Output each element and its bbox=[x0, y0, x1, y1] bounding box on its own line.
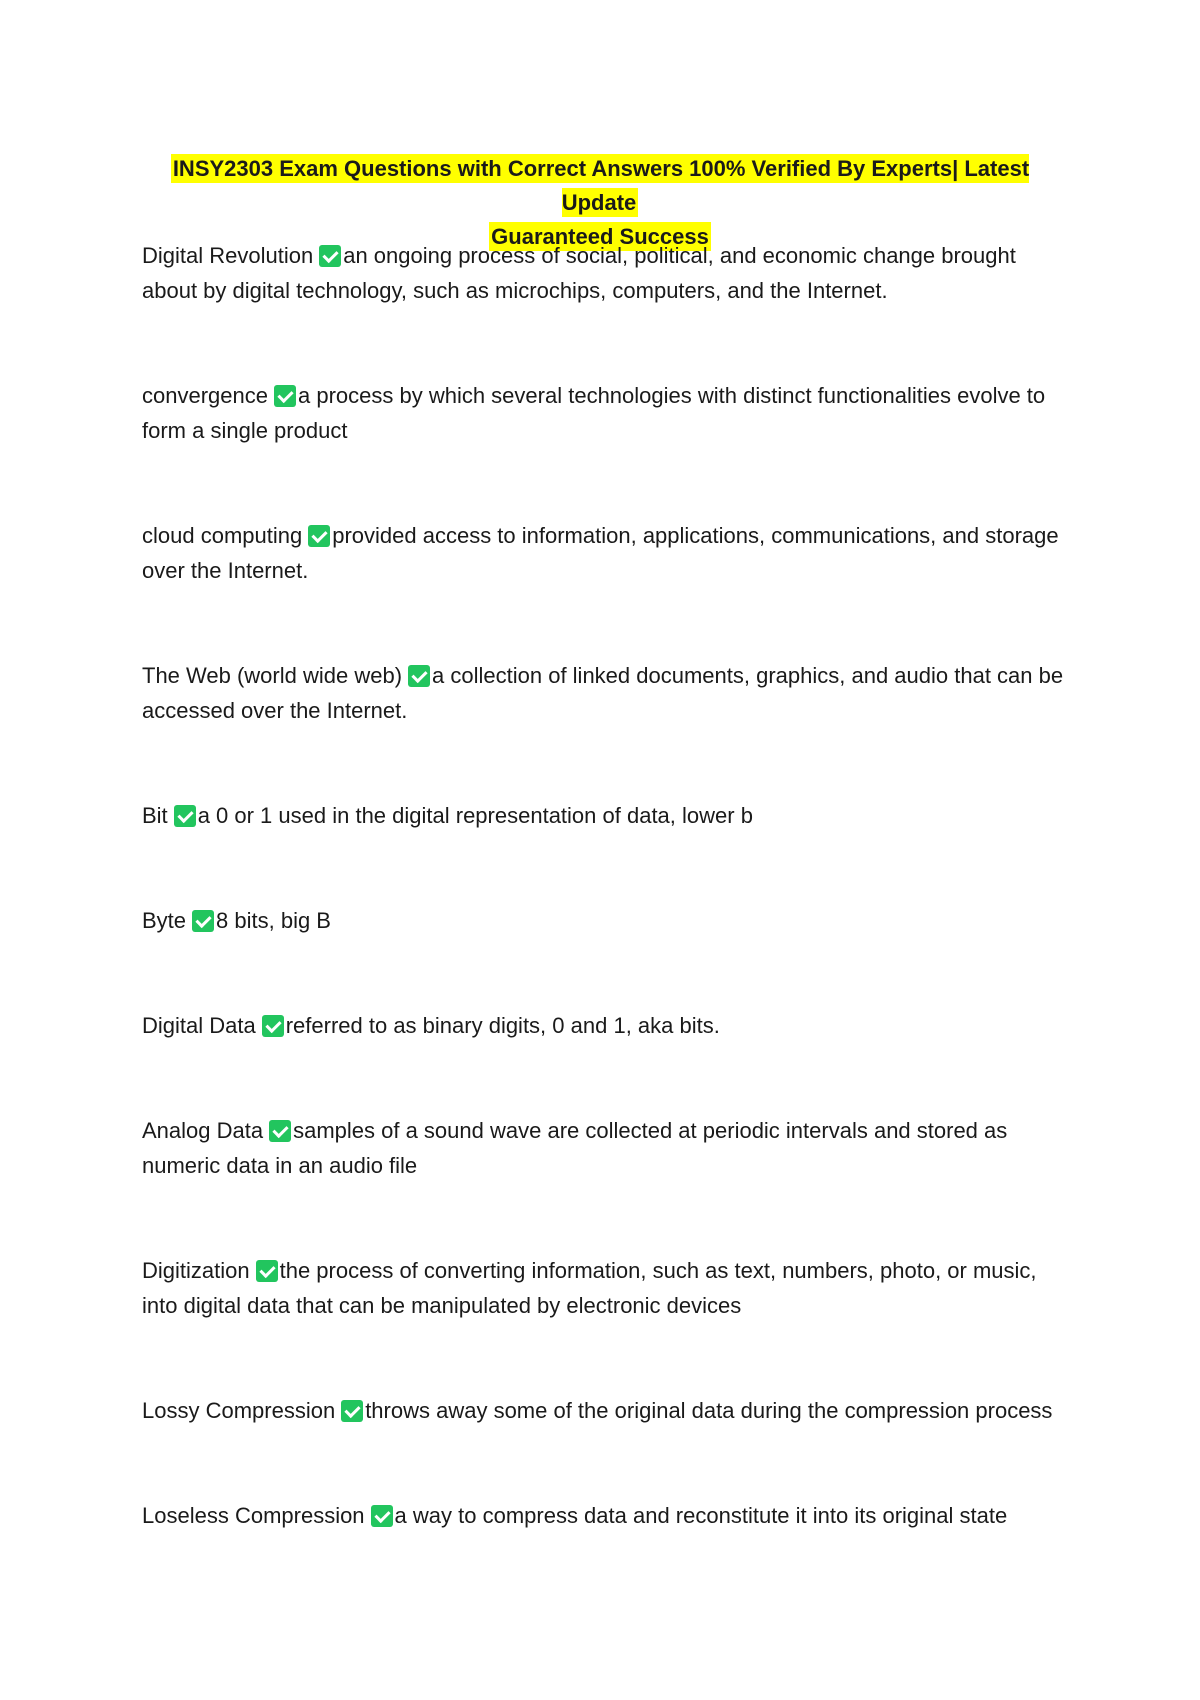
definition: a process by which several technologies with distinct functionalities evolve to form a single product bbox=[142, 383, 1046, 443]
check-icon bbox=[408, 665, 430, 687]
definition: provided access to information, applications, communications, and storage over the Internet. bbox=[142, 523, 1059, 583]
term: Bit bbox=[142, 803, 168, 828]
definition: throws away some of the original data during the compression process bbox=[365, 1398, 1053, 1423]
check-icon bbox=[274, 385, 296, 407]
qa-entry bbox=[142, 1253, 1072, 1323]
definition: a 0 or 1 used in the digital representation of data, lower b bbox=[197, 803, 753, 828]
qa-entry bbox=[142, 1008, 1072, 1043]
definition: a way to compress data and reconstitute it into its original state bbox=[394, 1503, 1008, 1528]
definition: a collection of linked documents, graphics, and audio that can be accessed over the Internet. bbox=[142, 663, 1064, 723]
term: Digitization bbox=[142, 1258, 250, 1283]
definition: referred to as binary digits, 0 and 1, aka bits. bbox=[285, 1013, 720, 1038]
term: Analog Data bbox=[142, 1118, 264, 1143]
check-icon bbox=[341, 1400, 363, 1422]
term: cloud computing bbox=[142, 523, 303, 548]
definition: an ongoing process of social, political, and economic change brought about by digital technology, such as microchips, computers, and the Internet. bbox=[142, 243, 1016, 303]
term: The Web (world wide web) bbox=[142, 663, 403, 688]
qa-list bbox=[142, 238, 1072, 1603]
check-icon bbox=[269, 1120, 291, 1142]
check-icon bbox=[256, 1260, 278, 1282]
qa-entry bbox=[142, 238, 1072, 308]
term: Digital Data bbox=[142, 1013, 256, 1038]
check-icon bbox=[319, 245, 341, 267]
title-line-1: INSY2303 Exam Questions with Correct Answers 100% Verified By Experts| Latest Update bbox=[172, 156, 1030, 215]
term: Loseless Compression bbox=[142, 1503, 365, 1528]
definition: 8 bits, big B bbox=[216, 908, 331, 933]
check-icon bbox=[192, 910, 214, 932]
check-icon bbox=[262, 1015, 284, 1037]
term: Byte bbox=[142, 908, 187, 933]
qa-entry bbox=[142, 1113, 1072, 1183]
qa-entry bbox=[142, 903, 1072, 938]
qa-entry bbox=[142, 798, 1072, 833]
definition: the process of converting information, such as text, numbers, photo, or music, into digital data that can be manipulated by electronic devices bbox=[142, 1258, 1037, 1318]
qa-entry bbox=[142, 518, 1072, 588]
qa-entry bbox=[142, 1498, 1072, 1533]
term: Lossy Compression bbox=[142, 1398, 336, 1423]
qa-entry bbox=[142, 1393, 1072, 1428]
check-icon bbox=[308, 525, 330, 547]
qa-entry bbox=[142, 378, 1072, 448]
term: convergence bbox=[142, 383, 268, 408]
check-icon bbox=[371, 1505, 393, 1527]
check-icon bbox=[174, 805, 196, 827]
term: Digital Revolution bbox=[142, 243, 314, 268]
definition: samples of a sound wave are collected at periodic intervals and stored as numeric data in an audio file bbox=[142, 1118, 1008, 1178]
qa-entry bbox=[142, 658, 1072, 728]
title-line-2: Guaranteed Success bbox=[491, 224, 709, 249]
